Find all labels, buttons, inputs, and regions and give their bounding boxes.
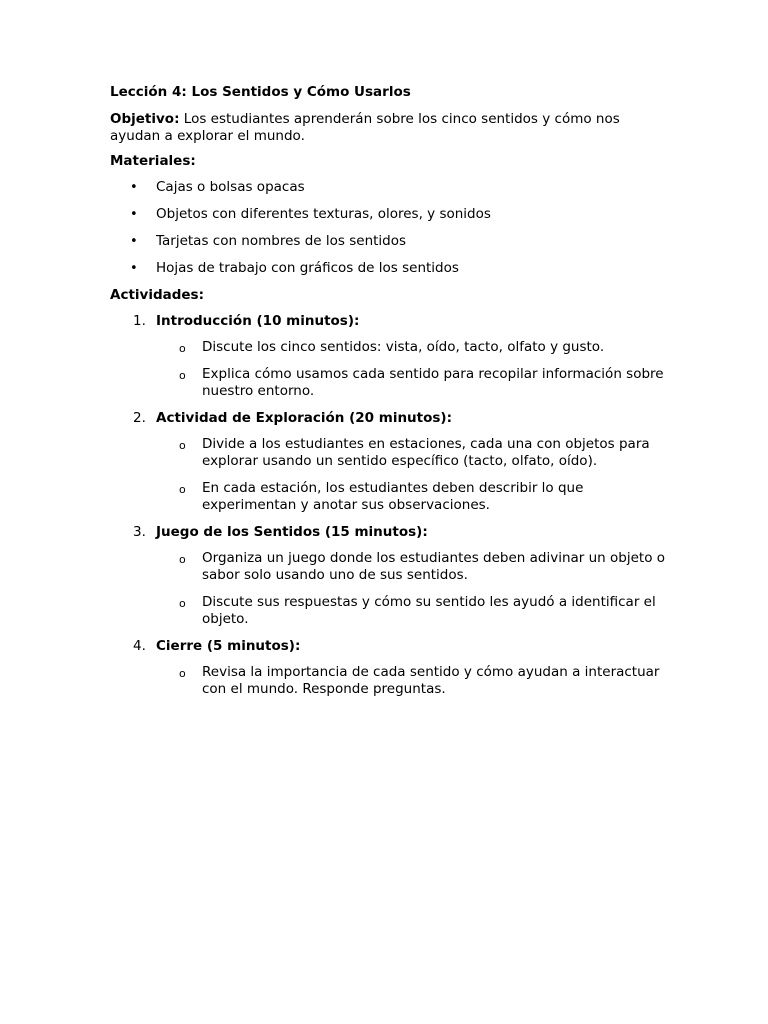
point-text: Divide a los estudiantes en estaciones, cada una con objetos para explorar usando un sentido específico (tacto, olfato, oído). bbox=[202, 436, 650, 469]
activity-title: Cierre (5 minutos): bbox=[156, 638, 301, 654]
list-item bbox=[110, 233, 670, 250]
activity-points bbox=[156, 339, 670, 400]
activity-item bbox=[110, 313, 670, 400]
list-item bbox=[156, 339, 670, 356]
point-text: Organiza un juego donde los estudiantes deben adivinar un objeto o sabor solo usando uno de sus sentidos. bbox=[202, 550, 666, 583]
material-text: Cajas o bolsas opacas bbox=[156, 179, 305, 195]
material-text: Tarjetas con nombres de los sentidos bbox=[156, 233, 407, 249]
activity-item bbox=[110, 638, 670, 698]
activities-list bbox=[110, 313, 670, 698]
list-item bbox=[156, 436, 670, 470]
activity-number: 2. bbox=[133, 410, 146, 426]
materials-heading: Materiales: bbox=[110, 153, 196, 169]
activity-title: Introducción (10 minutos): bbox=[156, 313, 360, 329]
bullet-icon: • bbox=[130, 207, 138, 222]
bullet-icon: • bbox=[130, 234, 138, 249]
circle-bullet-icon: o bbox=[179, 369, 186, 382]
objective-text: Los estudiantes aprenderán sobre los cinco sentidos y cómo nos ayudan a explorar el mundo. bbox=[110, 111, 620, 144]
point-text: Discute sus respuestas y cómo su sentido les ayudó a identificar el objeto. bbox=[202, 594, 656, 627]
activities-heading: Actividades: bbox=[110, 287, 204, 303]
bullet-icon: • bbox=[130, 261, 138, 276]
point-text: En cada estación, los estudiantes deben describir lo que experimentan y anotar sus observaciones. bbox=[202, 480, 584, 513]
circle-bullet-icon: o bbox=[179, 667, 186, 680]
circle-bullet-icon: o bbox=[179, 483, 186, 496]
material-text: Objetos con diferentes texturas, olores, y sonidos bbox=[156, 206, 491, 222]
activity-item bbox=[110, 410, 670, 514]
objective-label: Objetivo: bbox=[110, 111, 180, 127]
list-item bbox=[156, 664, 670, 698]
activity-title: Actividad de Exploración (20 minutos): bbox=[156, 410, 452, 426]
activity-item bbox=[110, 524, 670, 628]
circle-bullet-icon: o bbox=[179, 597, 186, 610]
circle-bullet-icon: o bbox=[179, 553, 186, 566]
list-item bbox=[156, 594, 670, 628]
activity-number: 4. bbox=[133, 638, 146, 654]
bullet-icon: • bbox=[130, 180, 138, 195]
activity-title: Juego de los Sentidos (15 minutos): bbox=[156, 524, 428, 540]
activity-points bbox=[156, 664, 670, 698]
list-item bbox=[156, 550, 670, 584]
point-text: Discute los cinco sentidos: vista, oído, tacto, olfato y gusto. bbox=[202, 339, 605, 355]
point-text: Revisa la importancia de cada sentido y cómo ayudan a interactuar con el mundo. Responde preguntas. bbox=[202, 664, 660, 697]
activity-points bbox=[156, 550, 670, 628]
circle-bullet-icon: o bbox=[179, 342, 186, 355]
lesson-title: Lección 4: Los Sentidos y Cómo Usarlos bbox=[110, 84, 411, 100]
materials-list bbox=[110, 179, 670, 277]
list-item bbox=[110, 260, 670, 277]
circle-bullet-icon: o bbox=[179, 439, 186, 452]
point-text: Explica cómo usamos cada sentido para recopilar información sobre nuestro entorno. bbox=[202, 366, 664, 399]
activity-number: 3. bbox=[133, 524, 146, 540]
list-item bbox=[156, 480, 670, 514]
material-text: Hojas de trabajo con gráficos de los sentidos bbox=[156, 260, 459, 276]
list-item bbox=[110, 179, 670, 196]
objective-paragraph bbox=[110, 111, 670, 145]
activity-number: 1. bbox=[133, 313, 146, 329]
list-item bbox=[156, 366, 670, 400]
list-item bbox=[110, 206, 670, 223]
activity-points bbox=[156, 436, 670, 514]
document-page bbox=[110, 84, 670, 708]
